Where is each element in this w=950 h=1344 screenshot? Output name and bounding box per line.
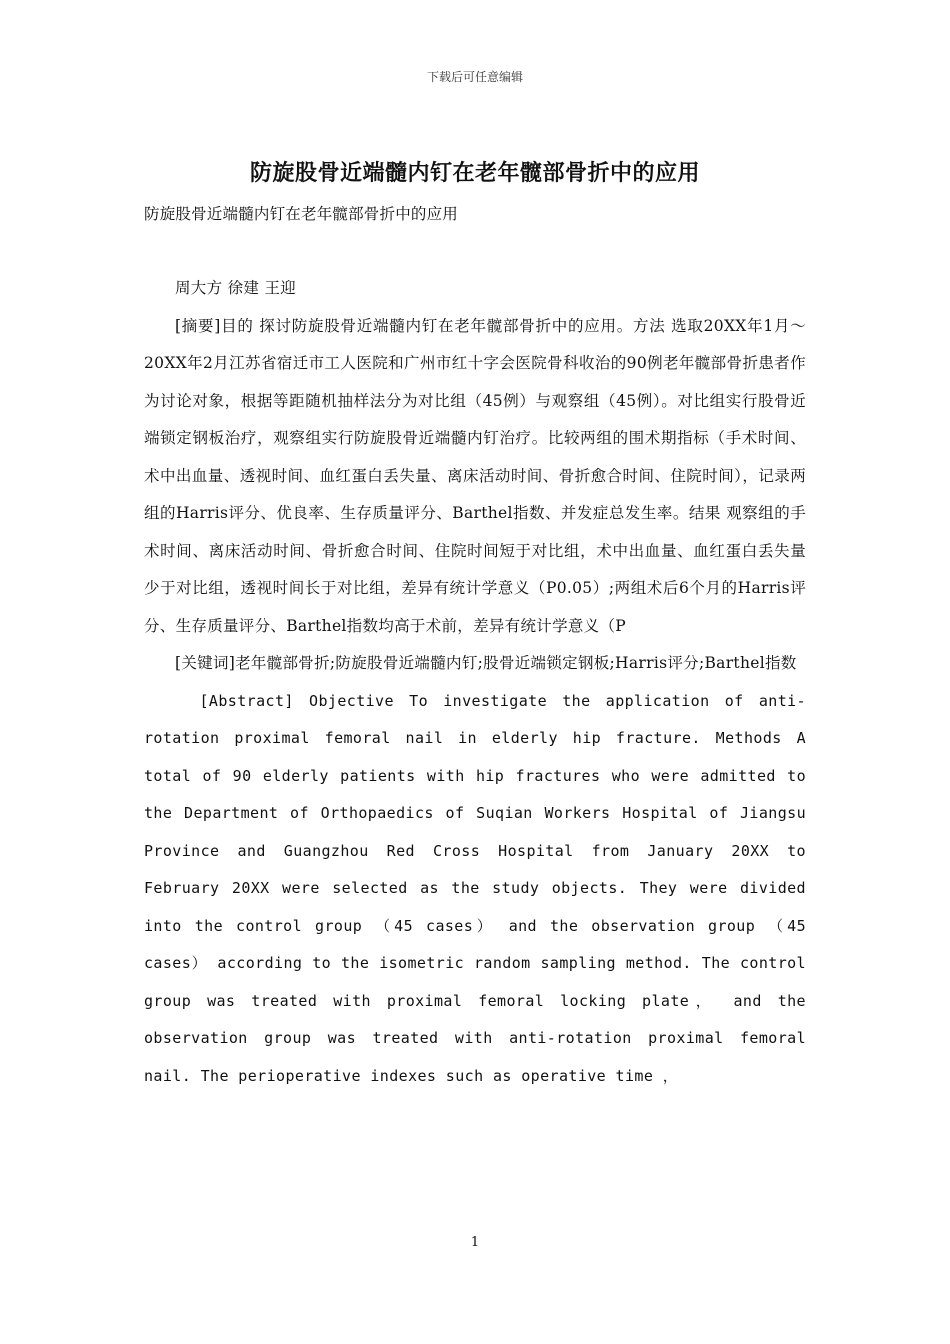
document-title: 防旋股骨近端髓内钉在老年髋部骨折中的应用 bbox=[249, 160, 700, 186]
authors: 周大方 徐建 王迎 bbox=[175, 279, 297, 297]
keywords-chinese: [关键词]老年髋部骨折;防旋股骨近端髓内钉;股骨近端锁定钢板;Harris评分;Barthel指数 bbox=[175, 654, 797, 672]
header-note: 下载后可任意编辑 bbox=[426, 70, 523, 84]
document-body bbox=[144, 270, 806, 1095]
document-subtitle: 防旋股骨近端髓内钉在老年髋部骨折中的应用 bbox=[144, 205, 459, 223]
abstract-english: [Abstract] Objective To investigate the application of anti-rotation proximal femoral nail in elderly hip fracture. Methods A total of 90 elderly patients with hip fractures who were admitted to the Department of Orthopaedics of Suqian Workers Hospital of Jiangsu Province and Guangzhou Red Cross Hospital from January 20XX to February 20XX were selected as the study objects. They were divided into the control group （45 cases） and the observation group （45 cases） according to the isometric random sampling method. The control group was treated with proximal femoral locking plate， and the observation group was treated with anti-rotation proximal femoral nail. The perioperative indexes such as operative time ， bbox=[144, 691, 806, 1085]
page-number: 1 bbox=[470, 1235, 480, 1250]
abstract-chinese: [摘要]目的 探讨防旋股骨近端髓内钉在老年髋部骨折中的应用。方法 选取20XX年1月～20XX年2月江苏省宿迁市工人医院和广州市红十字会医院骨科收治的90例老年髋部骨折患者作为讨论对象，根据等距随机抽样法分为对比组（45例）与观察组（45例）。对比组实行股骨近端锁定钢板治疗，观察组实行防旋股骨近端髓内钉治疗。比较两组的围术期指标（手术时间、术中出血量、透视时间、血红蛋白丢失量、离床活动时间、骨折愈合时间、住院时间），记录两组的Harris评分、优良率、生存质量评分、Barthel指数、并发症总发生率。结果 观察组的手术时间、离床活动时间、骨折愈合时间、住院时间短于对比组，术中出血量、血红蛋白丢失量少于对比组，透视时间长于对比组，差异有统计学意义（P0.05）;两组术后6个月的Harris评分、生存质量评分、Barthel指数均高于术前，差异有统计学意义（P bbox=[144, 316, 806, 635]
